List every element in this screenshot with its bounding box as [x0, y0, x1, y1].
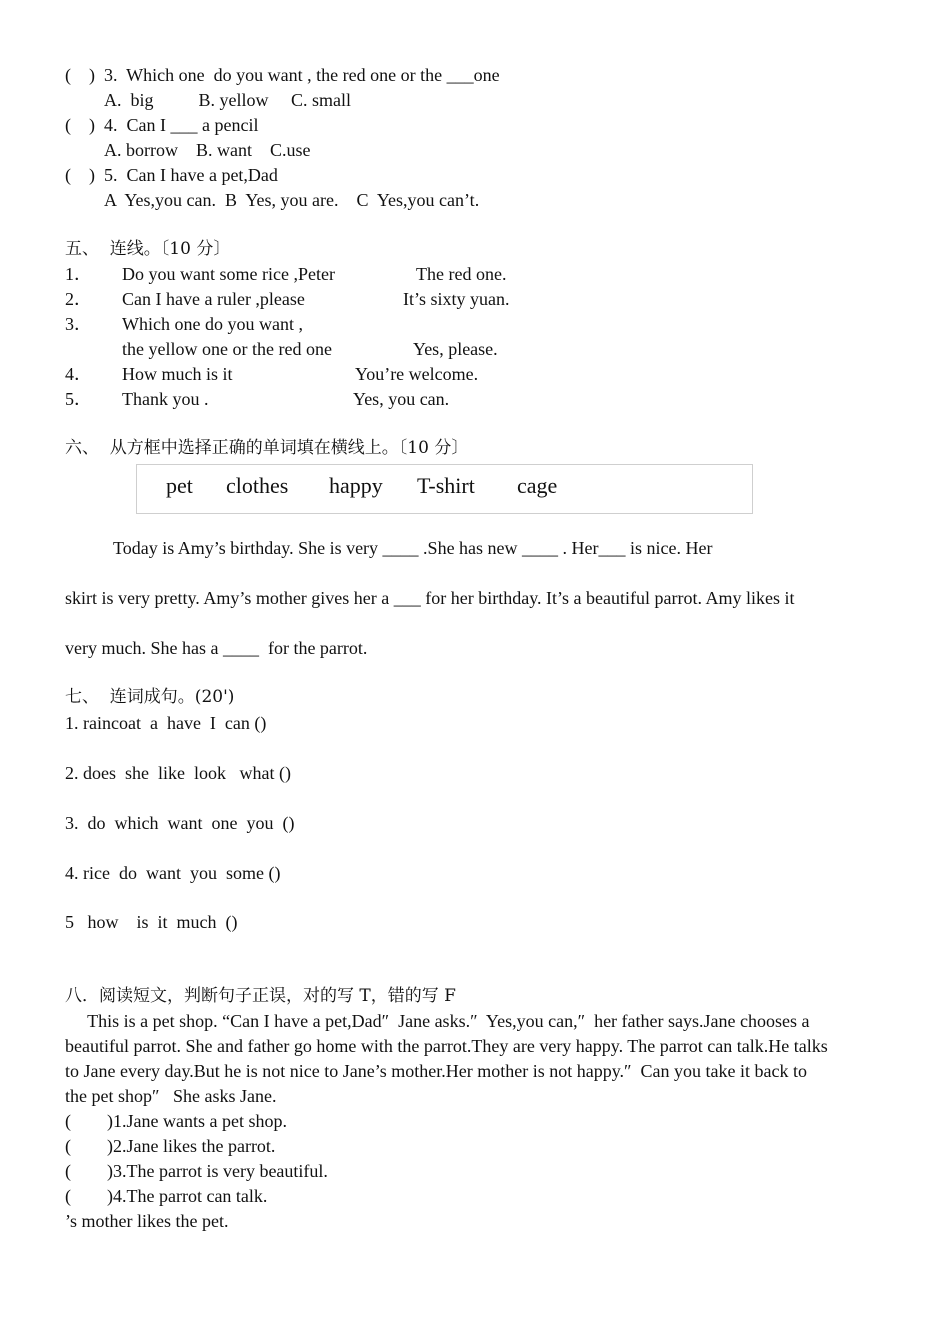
section-8-heading: 八．阅读短文，判断句子正误，对的写 T，错的写 F: [65, 986, 456, 1006]
match-right-item: You’re welcome.: [355, 364, 479, 384]
true-false-statement: ’s mother likes the pet.: [65, 1211, 229, 1231]
question-3-options: A. big B. yellow C. small: [104, 90, 351, 110]
match-right-item: The red one.: [416, 264, 507, 284]
match-left-item: Which one do you want ,: [122, 314, 303, 334]
cloze-line: very much. She has a ____ for the parrot.: [65, 638, 368, 658]
match-left-number: 2．: [65, 289, 92, 309]
word-box-word: T-shirt: [417, 473, 475, 498]
passage-line: This is a pet shop. “Can I have a pet,Dad″ Jane asks.″ Yes,you can,″ her father says.Jane chooses a: [65, 1011, 810, 1031]
match-left-number: 4．: [65, 364, 92, 384]
word-order-item: 4. rice do want you some (): [65, 863, 281, 883]
word-box-word: clothes: [226, 473, 289, 498]
word-order-item: 2. does she like look what (): [65, 763, 291, 783]
match-left-number: 1．: [65, 264, 92, 284]
true-false-statement: ( )4.The parrot can talk.: [65, 1186, 268, 1206]
match-left-number: 3．: [65, 314, 92, 334]
section-5-heading: 五、 连线。〔10 分〕: [65, 239, 231, 259]
word-box-word: pet: [166, 473, 193, 498]
passage-line: beautiful parrot. She and father go home with the parrot.They are very happy. The parrot can talk.He talks: [65, 1036, 828, 1056]
word-box-word: happy: [329, 473, 383, 498]
cloze-line: Today is Amy’s birthday. She is very ____ .She has new ____ . Her___ is nice. Her: [113, 538, 713, 558]
passage-line: the pet shop″ She asks Jane.: [65, 1086, 277, 1106]
question-5-stem: ( ) 5. Can I have a pet,Dad: [65, 165, 278, 185]
true-false-statement: ( )2.Jane likes the parrot.: [65, 1136, 276, 1156]
match-left-item: How much is it: [122, 364, 233, 384]
match-right-item: Yes, you can.: [353, 389, 450, 409]
section-7-heading: 七、 连词成句。(20'): [65, 687, 235, 707]
match-right-item: It’s sixty yuan.: [403, 289, 510, 309]
match-left-item: Thank you .: [122, 389, 209, 409]
word-order-item: 5 how is it much (): [65, 912, 238, 932]
match-right-item: Yes, please.: [413, 339, 498, 359]
word-order-item: 1. raincoat a have I can (): [65, 713, 267, 733]
true-false-statement: ( )1.Jane wants a pet shop.: [65, 1111, 287, 1131]
true-false-statement: ( )3.The parrot is very beautiful.: [65, 1161, 328, 1181]
match-left-item: the yellow one or the red one: [122, 339, 332, 359]
word-box-word: cage: [517, 473, 558, 498]
word-order-item: 3. do which want one you (): [65, 813, 295, 833]
match-left-number: 5．: [65, 389, 92, 409]
cloze-line: skirt is very pretty. Amy’s mother gives her a ___ for her birthday. It’s a beautiful parrot. Amy likes it: [65, 588, 795, 608]
passage-line: to Jane every day.But he is not nice to Jane’s mother.Her mother is not happy.″ Can you take it back to: [65, 1061, 807, 1081]
question-3-stem: ( ) 3. Which one do you want , the red one or the ___one: [65, 65, 500, 85]
match-left-item: Do you want some rice ,Peter: [122, 264, 335, 284]
match-left-item: Can I have a ruler ,please: [122, 289, 305, 309]
section-6-heading: 六、 从方框中选择正确的单词填在横线上。〔10 分〕: [65, 438, 469, 458]
question-4-stem: ( ) 4. Can I ___ a pencil: [65, 115, 259, 135]
question-5-options: A Yes,you can. B Yes, you are. C Yes,you can’t.: [104, 190, 480, 210]
question-4-options: A. borrow B. want C.use: [104, 140, 311, 160]
